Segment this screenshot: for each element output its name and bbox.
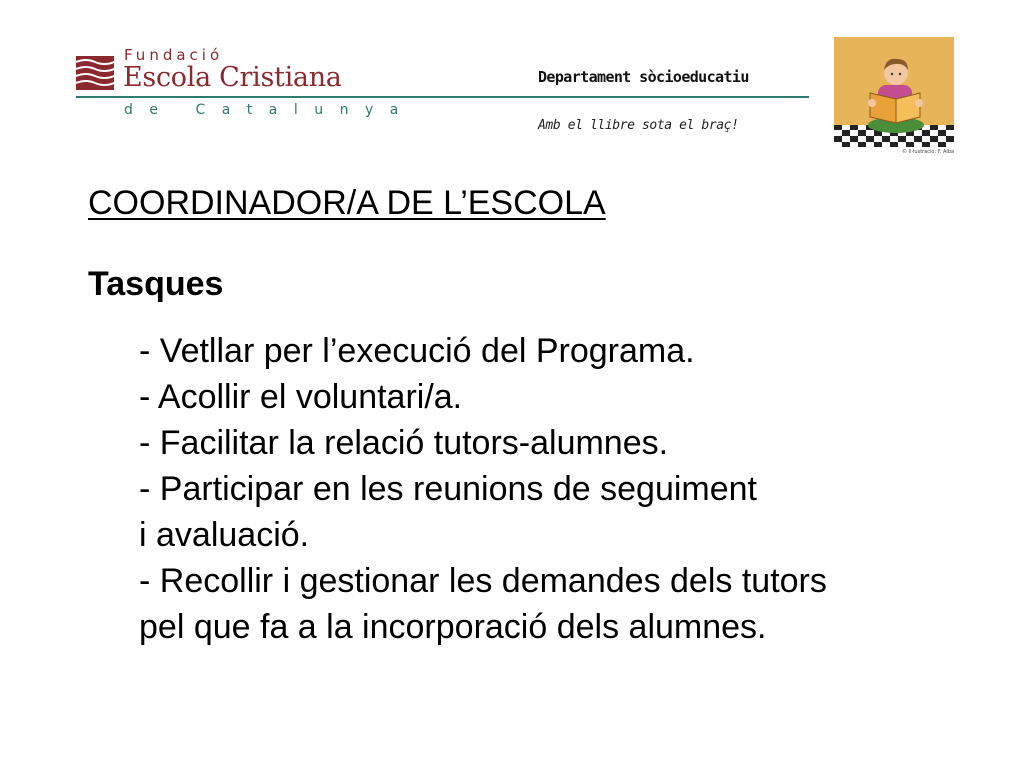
child-reading-book-illustration: [834, 37, 954, 157]
logo-wave-icon: [76, 56, 114, 90]
header-divider: [76, 96, 809, 98]
illustration-credit: © Il·lustració: F. Alba: [902, 149, 955, 155]
task-item: - Acollir el voluntari/a.: [139, 378, 463, 416]
logo-name-text: Escola Cristiana: [123, 62, 342, 93]
task-item: - Participar en les reunions de seguiment i avaluació.: [139, 470, 757, 554]
task-list: [139, 328, 827, 650]
foundation-logo: [76, 46, 415, 122]
section-subtitle: Tasques: [88, 265, 224, 303]
logo-fundacio-text: Fundació: [124, 46, 224, 64]
department-label: Departament sòcioeducatiu: [538, 68, 749, 86]
task-item: - Facilitar la relació tutors-alumnes.: [139, 424, 669, 462]
task-item: - Vetllar per l’execució del Programa.: [139, 332, 695, 370]
task-item: - Recollir i gestionar les demandes dels tutors pel que fa a la incorporació dels alumnes.: [139, 562, 827, 646]
page-title: COORDINADOR/A DE L’ESCOLA: [88, 184, 606, 222]
logo-catalunya-text: de Catalunya: [124, 102, 415, 118]
motto-text: Amb el llibre sota el braç!: [538, 118, 739, 133]
